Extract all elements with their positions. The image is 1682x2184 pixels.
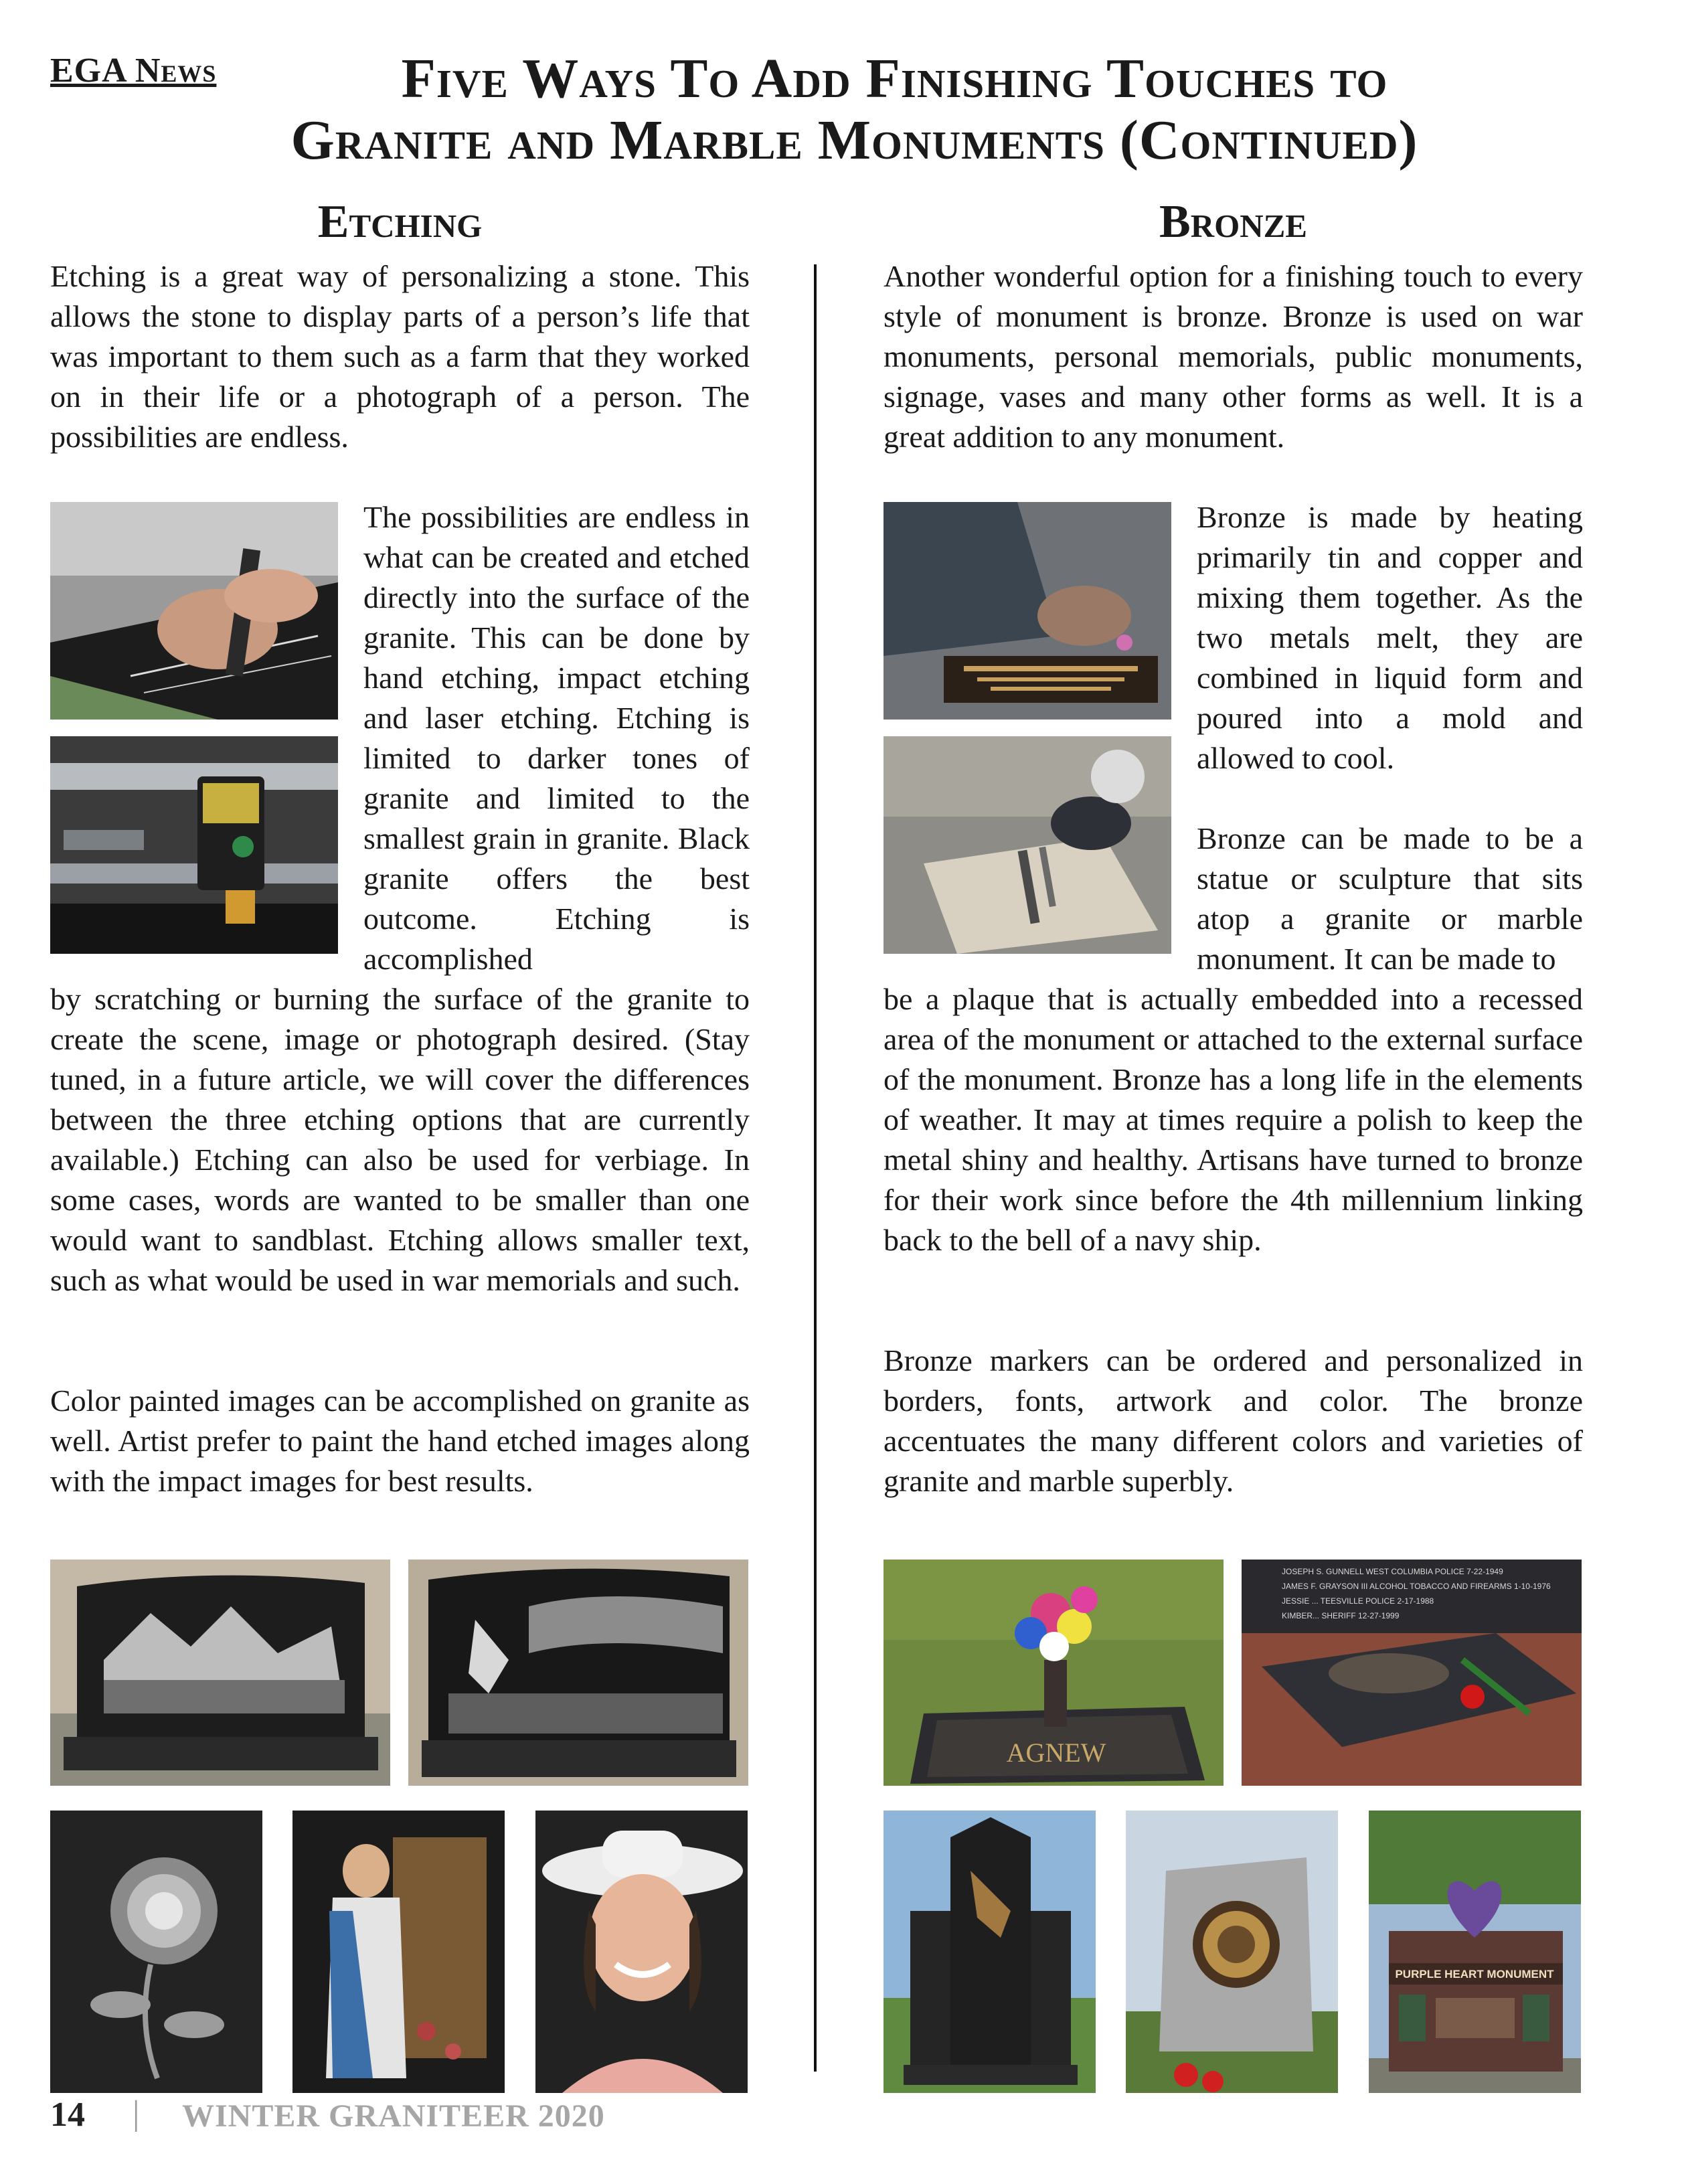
footer-separator: | bbox=[133, 2094, 140, 2132]
marine-corps-seal-monument-photo bbox=[1126, 1811, 1338, 2093]
bronze-markers-paragraph: Bronze markers can be ordered and personalized in borders, fonts, artwork and color. The bronze accentuates the many different colors and varieties of granite and marble superbly. bbox=[884, 1343, 1583, 1498]
bronze-wrap-text-2: Bronze can be made to be a statue or sculpture that sits atop a granite or marble monument. It can be made to bbox=[1197, 821, 1583, 976]
police-memorial-line-1: JOSEPH S. GUNNELL WEST COLUMBIA POLICE 7-22-1949 bbox=[1282, 1567, 1503, 1576]
stations-of-cross-monument-photo bbox=[884, 1811, 1096, 2093]
page-number: 14 bbox=[50, 2096, 85, 2134]
publication-name: WINTER GRANITEER 2020 bbox=[182, 2098, 605, 2134]
title-line-1: Five Ways To Add Finishing Touches to bbox=[401, 48, 1388, 110]
etching-color-paragraph: Color painted images can be accomplished on granite as well. Artist prefer to paint the hand etched images along with the impact images for best results. bbox=[50, 1383, 750, 1498]
bronze-mold-carving-photo bbox=[884, 736, 1171, 954]
police-memorial-bronze-photo bbox=[1242, 1560, 1582, 1786]
police-memorial-line-2: JAMES F. GRAYSON III ALCOHOL TOBACCO AND FIREARMS 1-10-1976 bbox=[1282, 1582, 1551, 1591]
etching-heading: Etching bbox=[317, 196, 483, 248]
purple-heart-monument-title: PURPLE HEART MONUMENT bbox=[1395, 1968, 1554, 1981]
etching-wrap-text: The possibilities are endless in what can be created and etched directly into the surface of the granite. This can be done by hand etching, impact etching and laser etching. Etching is limited to darker tones of granite and limited to the smallest grain in granite. Black granite offers the best outcome. Etching is accomplished bbox=[363, 500, 750, 976]
bronze-wrap-text-1: Bronze is made by heating primarily tin and copper and mixing them together. As the two metals melt, they are combined in liquid form and poured into a mold and allowed to cool. bbox=[1197, 500, 1583, 775]
etched-rose-photo bbox=[50, 1811, 262, 2093]
etching-continued-text: by scratching or burning the surface of the granite to create the scene, image or photograph desired. (Stay tuned, in a future article, we will cover the differences between the three etching options that are currently available.) Etching can also be used for verbiage. In some cases, words are wanted to be smaller than one would want to sandblast. Etching allows smaller text, such as what would be used in war memorials and such. bbox=[50, 982, 750, 1297]
bronze-continued-text: be a plaque that is actually embedded into a recessed area of the monument or attached to the external surface of the monument. Bronze has a long life in the elements of weather. It may at times require a polish to keep the metal shiny and healthy. Artisans have turned to bronze for their work since before the 4th millennium linking back to the bell of a navy ship. bbox=[884, 982, 1583, 1257]
agnew-plaque-name: AGNEW bbox=[1006, 1738, 1106, 1768]
page-title bbox=[0, 48, 1682, 171]
title-line-2: Granite and Marble Monuments (Continued) bbox=[290, 109, 1418, 171]
section-tag: EGA News bbox=[50, 52, 217, 90]
hand-etching-photo bbox=[50, 502, 338, 720]
police-memorial-line-3: JESSIE ... TEESVILLE POLICE 2-17-1988 bbox=[1282, 1596, 1434, 1606]
agnew-bronze-marker-photo bbox=[884, 1560, 1224, 1786]
bronze-intro: Another wonderful option for a finishing touch to every style of monument is bronze. Bronze is used on war monuments, personal memorials, public monuments, signage, vases and many other forms as well. It is a great addition to any monument. bbox=[884, 259, 1583, 454]
painted-jesus-door-photo bbox=[292, 1811, 505, 2093]
painted-cowgirl-portrait-photo bbox=[535, 1811, 748, 2093]
etching-intro: Etching is a great way of personalizing a stone. This allows the stone to display parts of a person’s life that was important to them such as a farm that they worked on in their life or a photograph of a person. The possibilities are endless. bbox=[50, 259, 750, 454]
column-divider bbox=[814, 264, 817, 2072]
laser-etching-photo bbox=[50, 736, 338, 954]
police-memorial-line-4: KIMBER... SHERIFF 12-27-1999 bbox=[1282, 1611, 1400, 1620]
purple-heart-monument-photo bbox=[1369, 1811, 1581, 2093]
etched-eagle-flag-headstone-photo bbox=[408, 1560, 748, 1786]
etched-mountain-headstone-photo bbox=[50, 1560, 390, 1786]
bronze-heading: Bronze bbox=[1159, 196, 1307, 248]
bronze-plaque-work-photo bbox=[884, 502, 1171, 720]
